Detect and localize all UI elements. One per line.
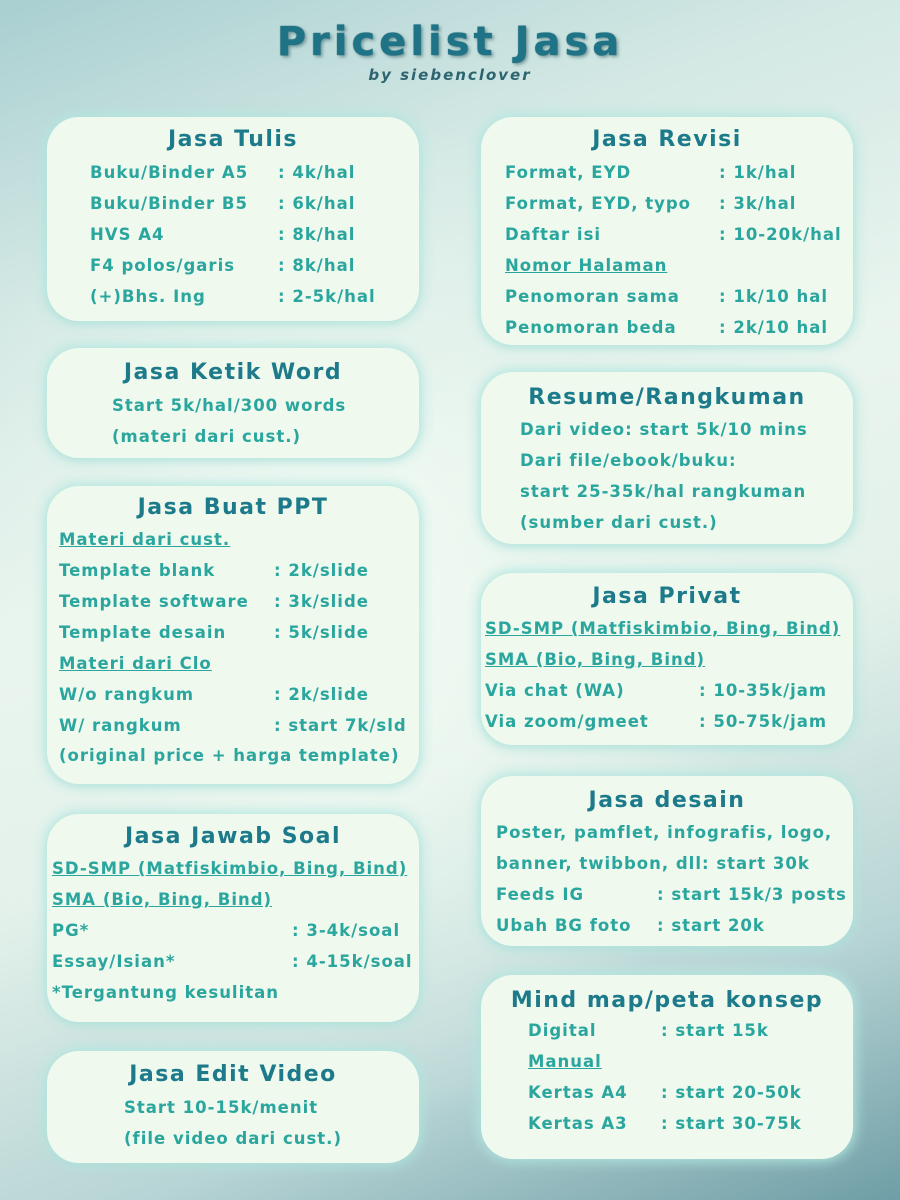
card-title: Jasa Buat PPT: [137, 495, 329, 520]
page-header: [0, 18, 900, 84]
section-heading: SD-SMP (Matfiskimbio, Bing, Bind): [485, 619, 841, 638]
item-name: Kertas A4: [528, 1083, 628, 1102]
item-name: Essay/Isian*: [52, 952, 176, 971]
item-price: : 1k/10 hal: [719, 287, 829, 306]
item-price: : 3-4k/soal: [292, 921, 401, 940]
item-price: : start 20-50k: [661, 1083, 802, 1102]
item-price: : start 20k: [657, 916, 765, 935]
item-price: : 4-15k/soal: [292, 952, 413, 971]
page-title: Pricelist Jasa: [276, 19, 624, 65]
info-line: Dari file/ebook/buku:: [520, 451, 737, 470]
note: *Tergantung kesulitan: [52, 983, 280, 1002]
section-heading: SMA (Bio, Bing, Bind): [52, 890, 273, 909]
item-price: : 1k/hal: [719, 163, 797, 182]
page-subtitle: by siebenclover: [368, 66, 532, 84]
card-jasa-privat: [481, 573, 853, 745]
item-name: W/o rangkum: [59, 685, 195, 704]
card-jasa-desain: [481, 776, 853, 946]
item-name: F4 polos/garis: [90, 256, 236, 275]
info-line: start 25-35k/hal rangkuman: [520, 482, 807, 501]
item-name: (+)Bhs. Ing: [90, 287, 206, 306]
item-name: Feeds IG: [496, 885, 585, 904]
section-heading: Materi dari Clo: [59, 654, 212, 673]
item-name: Format, EYD: [505, 163, 632, 182]
item-price: : 8k/hal: [278, 225, 356, 244]
item-price: : 2k/slide: [274, 685, 369, 704]
info-line: (file video dari cust.): [124, 1129, 342, 1148]
item-name: Buku/Binder B5: [90, 194, 248, 213]
item-price: : 50-75k/jam: [699, 712, 828, 731]
info-line: Poster, pamflet, infografis, logo,: [496, 823, 833, 842]
section-heading: SMA (Bio, Bing, Bind): [485, 650, 706, 669]
info-line: banner, twibbon, dll: start 30k: [496, 854, 810, 873]
item-name: Format, EYD, typo: [505, 194, 692, 213]
card-mind-map: [481, 975, 853, 1159]
card-title: Jasa Ketik Word: [123, 360, 343, 385]
item-price: : 5k/slide: [274, 623, 369, 642]
info-line: Start 5k/hal/300 words: [112, 396, 347, 415]
item-name: Template desain: [59, 623, 227, 642]
item-name: Daftar isi: [505, 225, 602, 244]
item-price: : 2-5k/hal: [278, 287, 376, 306]
item-name: Penomoran beda: [505, 318, 677, 337]
item-name: Template blank: [59, 561, 216, 580]
section-heading: SD-SMP (Matfiskimbio, Bing, Bind): [52, 859, 408, 878]
info-line: Start 10-15k/menit: [124, 1098, 319, 1117]
item-price: : start 15k: [661, 1021, 769, 1040]
item-name: Via chat (WA): [485, 681, 625, 700]
note: (original price + harga template): [59, 746, 400, 765]
card-jasa-edit-video: [47, 1051, 419, 1163]
section-heading: Materi dari cust.: [59, 530, 231, 549]
item-name: Ubah BG foto: [496, 916, 632, 935]
item-price: : 10-35k/jam: [699, 681, 828, 700]
item-price: : 3k/hal: [719, 194, 797, 213]
item-name: W/ rangkum: [59, 716, 182, 735]
item-price: : 2k/slide: [274, 561, 369, 580]
item-name: Via zoom/gmeet: [485, 712, 649, 731]
card-resume-rangkuman: [481, 372, 853, 544]
card-title: Mind map/peta konsep: [510, 988, 824, 1013]
section-heading: Manual: [528, 1052, 602, 1071]
item-name: HVS A4: [90, 225, 165, 244]
item-name: Buku/Binder A5: [90, 163, 249, 182]
card-jasa-tulis: [47, 117, 419, 321]
item-name: Digital: [528, 1021, 597, 1040]
card-title: Resume/Rangkuman: [528, 385, 806, 410]
item-name: Template software: [59, 592, 249, 611]
card-jasa-revisi: [481, 117, 853, 345]
card-title: Jasa Edit Video: [129, 1062, 337, 1087]
card-jasa-ketik-word: [47, 348, 419, 458]
info-line: (materi dari cust.): [112, 427, 302, 446]
card-title: Jasa Revisi: [592, 127, 742, 152]
card-jasa-buat-ppt: [47, 486, 419, 784]
item-name: Kertas A3: [528, 1114, 628, 1133]
item-price: : 6k/hal: [278, 194, 356, 213]
card-title: Jasa Tulis: [167, 127, 299, 152]
section-heading: Nomor Halaman: [505, 256, 668, 275]
card-title: Jasa Jawab Soal: [124, 824, 342, 849]
item-price: : start 30-75k: [661, 1114, 802, 1133]
card-jasa-jawab-soal: [47, 814, 419, 1022]
item-price: : start 15k/3 posts: [657, 885, 847, 904]
item-price: : 4k/hal: [278, 163, 356, 182]
item-name: Penomoran sama: [505, 287, 680, 306]
card-title: Jasa Privat: [592, 584, 742, 609]
item-name: PG*: [52, 921, 90, 940]
card-title: Jasa desain: [588, 788, 746, 813]
item-price: : 2k/10 hal: [719, 318, 829, 337]
item-price: : 10-20k/hal: [719, 225, 842, 244]
info-line: Dari video: start 5k/10 mins: [520, 420, 808, 439]
info-line: (sumber dari cust.): [520, 513, 718, 532]
item-price: : 8k/hal: [278, 256, 356, 275]
item-price: : 3k/slide: [274, 592, 369, 611]
item-price: : start 7k/sld: [274, 716, 407, 735]
